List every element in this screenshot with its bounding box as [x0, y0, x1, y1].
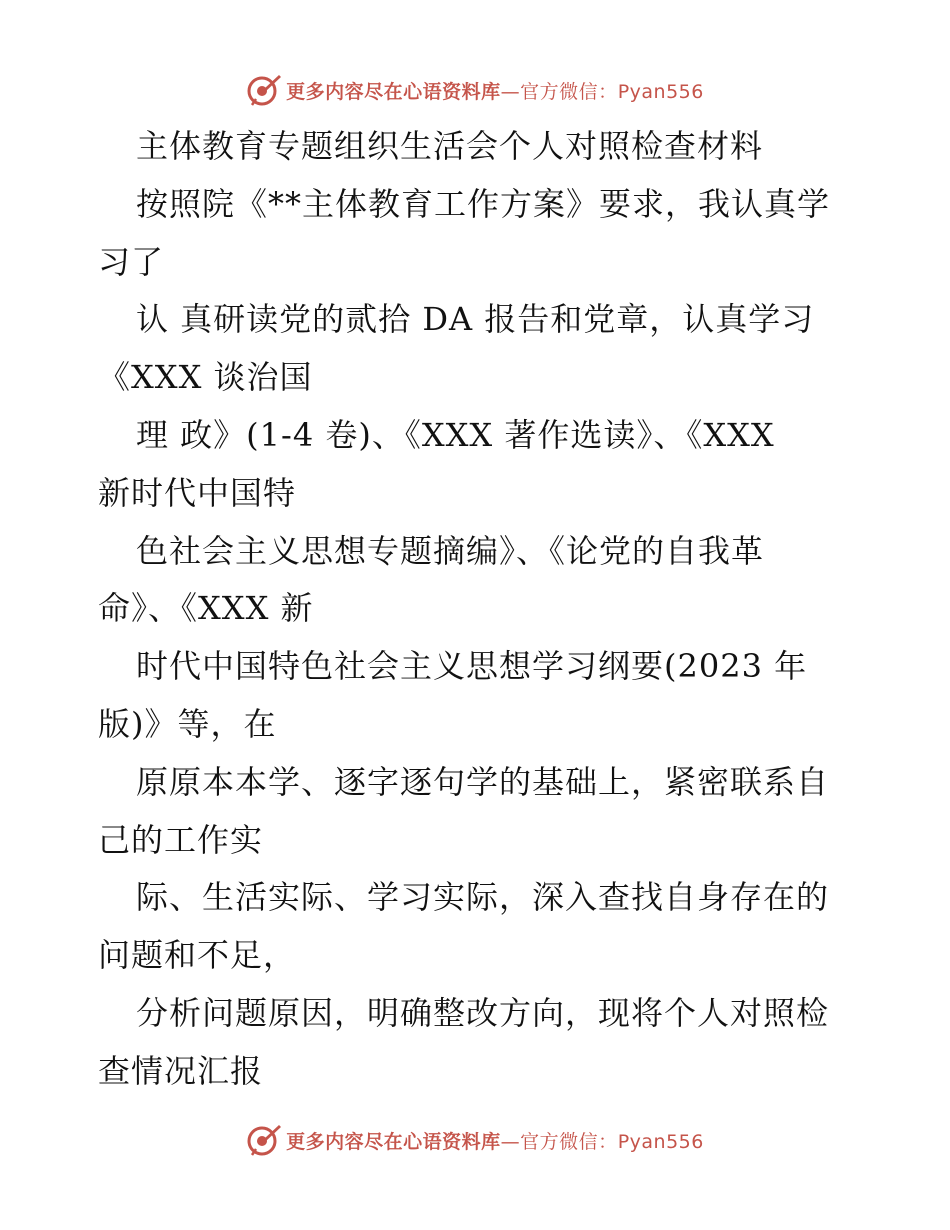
header-banner-inner [246, 72, 704, 108]
header-wechat-label: 官方微信： [520, 80, 618, 103]
document-line: 理 政》(1-4 卷)、《XXX 著作选读》、《XXX [136, 415, 775, 454]
document-line: 认 真研读党的贰拾 DA 报告和党章，认真学习 [136, 300, 815, 339]
document-line: 时代中国特色社会主义思想学习纲要(2023 年 [136, 647, 808, 686]
document-line: 查情况汇报 [98, 1051, 264, 1090]
document-line: 按照院《**主体教育工作方案》要求，我认真学 [136, 184, 831, 223]
document-line: 分析问题原因，明确整改方向，现将个人对照检 [136, 993, 830, 1032]
footer-banner [0, 1118, 950, 1162]
header-separator: — [500, 80, 521, 103]
document-line: 际、生活实际、学习实际，深入查找自身存在的 [136, 878, 830, 917]
document-line: 新时代中国特 [98, 473, 297, 512]
footer-banner-inner [246, 1122, 704, 1158]
document-body [98, 118, 858, 1101]
document-line: 己的工作实 [98, 820, 264, 859]
header-wechat-id: Pyan556 [617, 80, 704, 103]
footer-banner-text [286, 1127, 704, 1154]
pen-logo-icon [246, 1122, 282, 1158]
footer-wechat-label: 官方微信： [520, 1130, 618, 1153]
header-banner [0, 68, 950, 112]
header-banner-text [286, 77, 704, 104]
document-line: 习了 [98, 242, 165, 281]
document-line: 命》、《XXX 新 [98, 589, 314, 628]
footer-separator: — [500, 1130, 521, 1153]
document-line: 问题和不足， [98, 936, 297, 975]
pen-logo-icon [246, 72, 282, 108]
document-line: 主体教育专题组织生活会个人对照检查材料 [136, 127, 764, 165]
document-line: 原原本本学、逐字逐句学的基础上，紧密联系自 [136, 762, 830, 801]
document-line: 《XXX 谈治国 [98, 358, 313, 397]
footer-site-text: 更多内容尽在心语资料库 [286, 1130, 501, 1153]
header-site-text: 更多内容尽在心语资料库 [286, 80, 501, 103]
document-line: 版)》等，在 [98, 704, 277, 743]
footer-wechat-id: Pyan556 [617, 1130, 704, 1153]
document-line: 色社会主义思想专题摘编》、《论党的自我革 [136, 531, 765, 570]
